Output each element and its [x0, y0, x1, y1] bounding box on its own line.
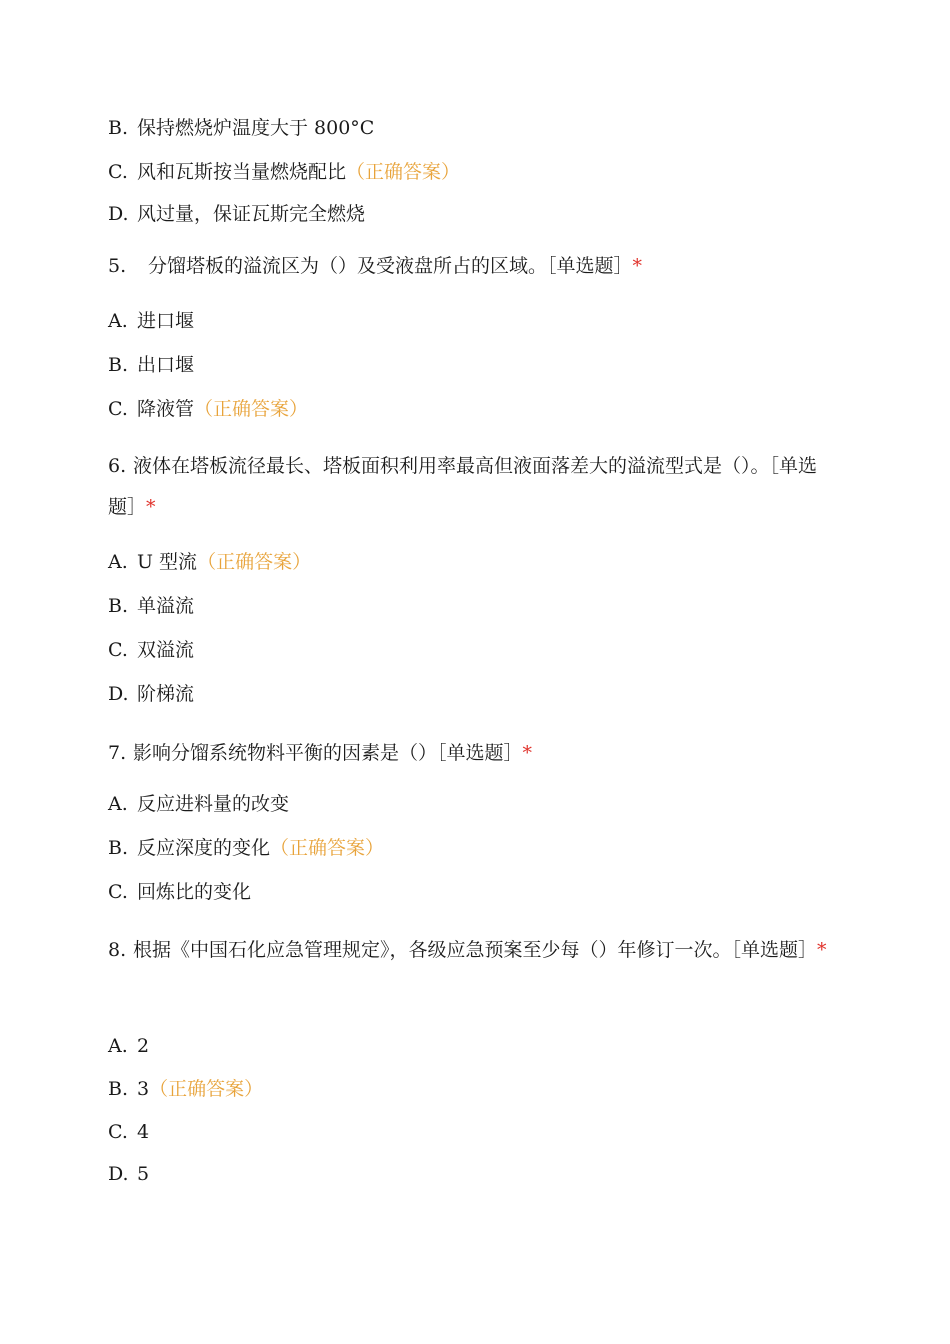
option-5b [108, 352, 194, 378]
option-prefix: A. [108, 310, 128, 332]
option-8c [108, 1119, 149, 1145]
question-text: 液体在塔板流径最长、塔板面积利用率最高但液面落差大的溢流型式是（）。［单选题］ [108, 455, 818, 518]
option-prefix: B. [108, 595, 129, 617]
question-8 [108, 930, 838, 971]
option-text: 2 [137, 1035, 150, 1057]
option-8a [108, 1033, 149, 1059]
required-star: * [522, 742, 533, 764]
option-prefix: D. [108, 203, 129, 225]
question-text: 根据《中国石化应急管理规定》，各级应急预案至少每（）年修订一次。［单选题］ [133, 939, 818, 961]
option-text: 降液管 [137, 398, 195, 420]
correct-answer-tag: （正确答案） [346, 161, 461, 183]
option-6a [108, 549, 311, 575]
option-text: 风和瓦斯按当量燃烧配比 [137, 161, 347, 183]
option-prefix: B. [108, 354, 129, 376]
option-text: 反应进料量的改变 [137, 793, 290, 815]
option-prefix: C. [108, 398, 128, 420]
option-text: 3 [137, 1078, 150, 1100]
question-text: 影响分馏系统物料平衡的因素是（）［单选题］ [133, 742, 523, 764]
option-text: 出口堰 [137, 354, 195, 376]
question-number: 8. [108, 939, 127, 961]
correct-answer-tag: （正确答案） [149, 1078, 264, 1100]
option-prefix: D. [108, 1163, 129, 1185]
option-prefix: A. [108, 1035, 128, 1057]
option-prefix: A. [108, 793, 128, 815]
option-7c [108, 879, 251, 905]
option-text: 4 [137, 1121, 150, 1143]
required-star: * [146, 496, 156, 518]
option-text: 双溢流 [137, 639, 195, 661]
required-star: * [817, 939, 827, 961]
option-5c [108, 396, 308, 422]
option-text: 回炼比的变化 [137, 881, 252, 903]
correct-answer-tag: （正确答案） [197, 551, 312, 573]
option-prefix: B. [108, 837, 129, 859]
option-text: 单溢流 [137, 595, 195, 617]
option-4c [108, 159, 460, 185]
option-prefix: D. [108, 683, 129, 705]
option-text: U 型流 [137, 551, 198, 573]
option-5a [108, 308, 194, 334]
option-6b [108, 593, 194, 619]
question-6 [108, 446, 838, 528]
option-prefix: B. [108, 117, 129, 139]
question-number: 7. [108, 742, 127, 764]
option-7a [108, 791, 289, 817]
option-text: 风过量，保证瓦斯完全燃烧 [137, 203, 366, 225]
option-prefix: C. [108, 639, 128, 661]
question-text: 分馏塔板的溢流区为（）及受液盘所占的区域。［单选题］ [148, 255, 633, 277]
option-prefix: B. [108, 1078, 129, 1100]
question-5 [108, 253, 642, 279]
option-text: 保持燃烧炉温度大于 800°C [137, 117, 375, 139]
question-number: 6. [108, 455, 127, 477]
question-number: 5. [108, 255, 127, 277]
option-prefix: C. [108, 1121, 128, 1143]
option-prefix: C. [108, 161, 128, 183]
correct-answer-tag: （正确答案） [270, 837, 385, 859]
option-6d [108, 681, 194, 707]
option-text: 进口堰 [137, 310, 195, 332]
required-star: * [632, 255, 643, 277]
option-6c [108, 637, 194, 663]
option-7b [108, 835, 384, 861]
option-8d [108, 1161, 149, 1187]
option-prefix: A. [108, 551, 128, 573]
option-prefix: C. [108, 881, 128, 903]
option-4d [108, 201, 365, 227]
question-7 [108, 740, 532, 766]
option-4b [108, 115, 374, 141]
option-text: 5 [137, 1163, 150, 1185]
option-text: 阶梯流 [137, 683, 195, 705]
option-8b [108, 1076, 263, 1102]
correct-answer-tag: （正确答案） [194, 398, 309, 420]
option-text: 反应深度的变化 [137, 837, 271, 859]
